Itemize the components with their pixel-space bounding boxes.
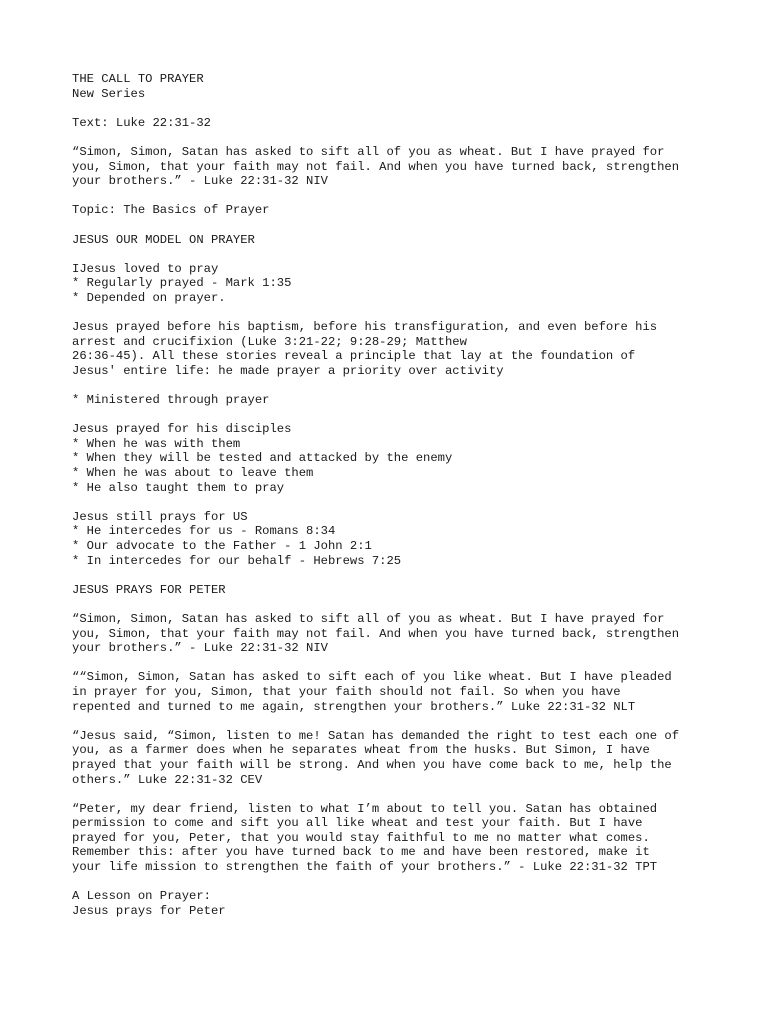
list-heading: IJesus loved to pray — [72, 261, 219, 276]
document-title: THE CALL TO PRAYER — [72, 72, 204, 86]
topic-line: Topic: The Basics of Prayer — [72, 203, 270, 218]
scripture-line: “Simon, Simon, Satan has asked to sift all of you as wheat. But I have prayed for — [72, 611, 665, 626]
lesson-block — [72, 889, 732, 918]
paragraph-line: Jesus prayed before his baptism, before his transfiguration, and even before his — [72, 320, 658, 335]
list-item: * Ministered through prayer — [72, 393, 270, 408]
prayed-for-disciples-list — [72, 422, 732, 495]
paragraph-line: 26:36-45). All these stories reveal a principle that lay at the foundation of — [72, 349, 636, 364]
scripture-line: your brothers.” - Luke 22:31-32 NIV — [72, 641, 328, 656]
section-heading-peter — [72, 583, 732, 598]
document-subtitle: New Series — [72, 86, 146, 101]
scripture-line: ““Simon, Simon, Satan has asked to sift each of you like wheat. But I have pleaded — [72, 670, 672, 685]
scripture-niv-second — [72, 612, 732, 656]
scripture-line: Remember this: after you have turned back to me and have been restored, make it — [72, 845, 650, 860]
scripture-line: prayed that your faith will be strong. And when you have come back to me, help the — [72, 757, 672, 772]
text-reference-line: Text: Luke 22:31-32 — [72, 115, 211, 130]
scripture-cev — [72, 729, 732, 787]
list-item: * When he was with them — [72, 436, 241, 451]
still-prays-list — [72, 510, 732, 568]
scripture-niv-first — [72, 145, 732, 189]
scripture-line: “Peter, my dear friend, listen to what I’m about to tell you. Satan has obtained — [72, 801, 658, 816]
list-item: * When he was about to leave them — [72, 466, 314, 481]
prayed-before-paragraph — [72, 320, 732, 378]
loved-to-pray-list — [72, 262, 732, 306]
lesson-line: Jesus prays for Peter — [72, 903, 226, 918]
list-item: * He also taught them to pray — [72, 480, 285, 495]
scripture-line: you, Simon, that your faith may not fail. And when you have turned back, strengthen — [72, 626, 680, 641]
lesson-heading: A Lesson on Prayer: — [72, 889, 211, 904]
scripture-line: in prayer for you, Simon, that your faith should not fail. So when you have — [72, 684, 621, 699]
text-reference — [72, 116, 732, 131]
scripture-line: your brothers.” - Luke 22:31-32 NIV — [72, 174, 328, 189]
section-heading-model — [72, 233, 732, 248]
scripture-line: your life mission to strengthen the faith of your brothers.” - Luke 22:31-32 TPT — [72, 860, 658, 875]
document-header — [72, 72, 732, 101]
scripture-line: you, Simon, that your faith may not fail. And when you have turned back, strengthen — [72, 159, 680, 174]
list-item: * Regularly prayed - Mark 1:35 — [72, 276, 292, 291]
list-item: * Depended on prayer. — [72, 290, 226, 305]
list-item: * He intercedes for us - Romans 8:34 — [72, 524, 336, 539]
list-item: * When they will be tested and attacked by the enemy — [72, 451, 453, 466]
scripture-line: “Jesus said, “Simon, listen to me! Satan has demanded the right to test each one of — [72, 728, 680, 743]
section-heading: JESUS OUR MODEL ON PRAYER — [72, 232, 255, 247]
list-item: * Our advocate to the Father - 1 John 2:1 — [72, 539, 372, 553]
section-heading: JESUS PRAYS FOR PETER — [72, 582, 226, 597]
topic — [72, 203, 732, 218]
list-heading: Jesus still prays for US — [72, 509, 248, 524]
scripture-line: repented and turned to me again, strengthen your brothers.” Luke 22:31-32 NLT — [72, 699, 636, 714]
ministered-item — [72, 393, 732, 408]
list-heading: Jesus prayed for his disciples — [72, 422, 292, 437]
scripture-line: permission to come and sift you all like wheat and test your faith. But I have — [72, 816, 643, 831]
scripture-tpt — [72, 802, 732, 875]
scripture-nlt — [72, 670, 732, 714]
list-item: * In intercedes for our behalf - Hebrews 7:25 — [72, 553, 402, 568]
scripture-line: “Simon, Simon, Satan has asked to sift all of you as wheat. But I have prayed for — [72, 144, 665, 159]
scripture-line: you, as a farmer does when he separates wheat from the husks. But Simon, I have — [72, 743, 650, 758]
paragraph-line: Jesus' entire life: he made prayer a priority over activity — [72, 363, 504, 378]
scripture-line: others.” Luke 22:31-32 CEV — [72, 772, 263, 787]
paragraph-line: arrest and crucifixion (Luke 3:21-22; 9:28-29; Matthew — [72, 334, 467, 349]
document-page — [72, 72, 732, 933]
scripture-line: prayed for you, Peter, that you would stay faithful to me no matter what comes. — [72, 830, 650, 845]
